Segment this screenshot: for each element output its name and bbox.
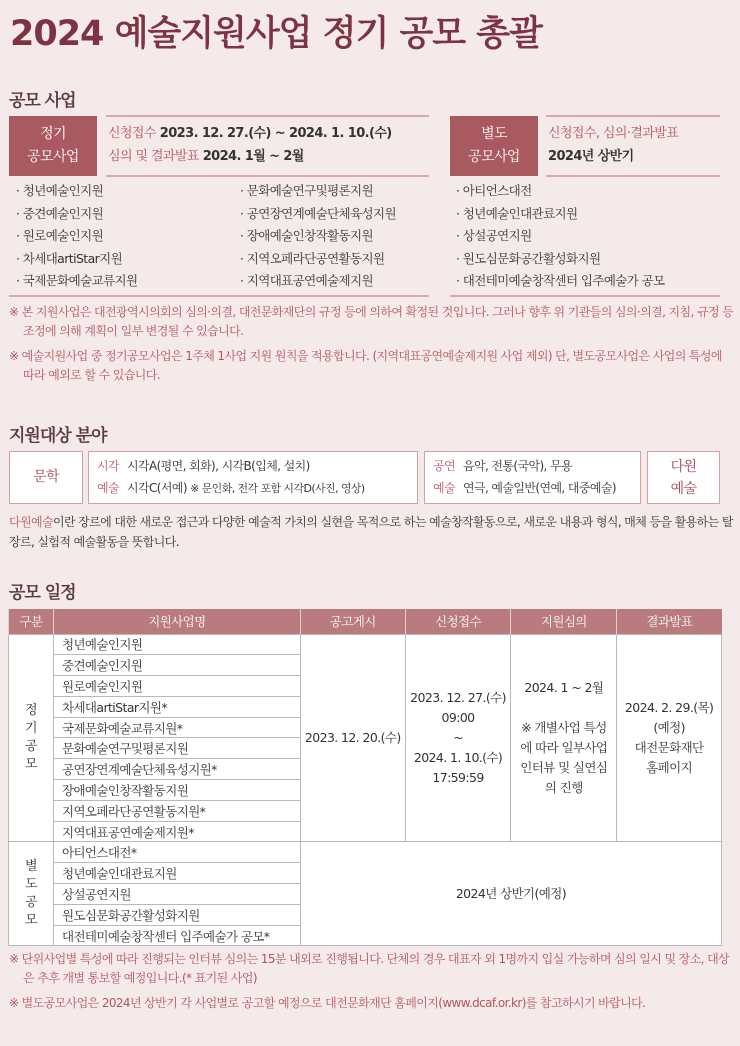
cell-line: 홈페이지 — [646, 759, 693, 775]
label-line: 예술 — [670, 481, 697, 497]
divider — [9, 295, 429, 297]
section-heading-fields: 지원대상 분야 — [9, 426, 107, 446]
field-label: 시각 — [97, 459, 119, 473]
program-name: 국제문화예술교류지원* — [53, 717, 300, 738]
apply-value: 2024년 상반기 — [548, 149, 634, 164]
col-header: 지원심의 — [511, 609, 617, 634]
list-item: · 아티언스대전 — [456, 180, 665, 203]
schedule-notes — [9, 950, 734, 1013]
field-multidisciplinary — [647, 451, 720, 504]
program-name: 지역오페라단공연활동지원* — [53, 800, 300, 821]
section-heading-schedule: 공모 일정 — [9, 583, 76, 603]
label-line: 정기 — [40, 126, 66, 142]
list-item: · 상설공연지원 — [456, 225, 665, 248]
field-label: 공연 — [433, 459, 455, 473]
field-literature: 문학 — [9, 451, 83, 504]
program-name: 장애예술인창작활동지원 — [53, 780, 300, 801]
col-header: 지원사업명 — [53, 609, 300, 634]
list-item: · 장애예술인창작활동지원 — [240, 225, 396, 248]
list-item: · 문화예술연구및평론지원 — [240, 180, 396, 203]
list-item: · 공연장연계예술단체육성지원 — [240, 203, 396, 226]
col-header: 신청접수 — [405, 609, 511, 634]
program-notes — [9, 303, 734, 385]
list-item: · 청년예술인지원 — [16, 180, 138, 203]
apply-value: 2023. 12. 27.(수) ~ 2024. 1. 10.(수) — [159, 126, 392, 141]
apply-period — [405, 634, 511, 842]
regular-program-info — [106, 115, 429, 177]
table-row — [9, 842, 722, 863]
note: ※ 단위사업별 특성에 따라 진행되는 인터뷰 심의는 15분 내외로 진행됩니다. 단체의 경우 대표자 외 1명까지 입실 가능하며 심의 일시 및 장소, 대상은 추후 개별 통보할 예정입니다.(* 표기된 사업) — [9, 952, 730, 985]
separate-program-label — [450, 116, 538, 176]
multidisciplinary-description — [9, 512, 734, 552]
review-value: 2024. 1월 ~ 2월 — [202, 149, 304, 164]
divider — [450, 295, 720, 297]
label-line: 다원 — [670, 459, 697, 475]
field-label: 예술 — [433, 481, 455, 495]
list-item: · 원로예술인지원 — [16, 225, 138, 248]
col-header: 구분 — [9, 609, 54, 634]
label-line: 공모사업 — [468, 149, 520, 165]
table-header-row — [9, 609, 722, 634]
cell-line: ~ — [453, 729, 463, 745]
program-name: 대전테미예술창작센터 입주예술가 공모* — [53, 925, 300, 946]
program-name: 중견예술인지원 — [53, 655, 300, 676]
cell-line: 대전문화재단 — [634, 739, 704, 755]
separate-schedule: 2024년 상반기(예정) — [300, 842, 721, 946]
cell-line: 2024. 1. 10.(수) — [413, 749, 503, 765]
cell-line: 2023. 12. 27.(수) — [410, 689, 506, 705]
separate-list — [456, 180, 665, 293]
regular-list-1 — [16, 180, 138, 293]
program-name: 문화예술연구및평론지원 — [53, 738, 300, 759]
list-item: · 청년예술인대관료지원 — [456, 203, 665, 226]
field-performing-arts — [424, 451, 641, 504]
col-header: 공고게시 — [300, 609, 405, 634]
program-name: 아티언스대전* — [53, 842, 300, 863]
desc-text: 이란 장르에 대한 새로운 접근과 다양한 예술적 가치의 실현을 목적으로 하는 예술창작활동으로, 새로운 내용과 형식, 매체 등을 활용하는 탈 장르, 실험적 예술활동을 뜻합니다. — [9, 515, 733, 549]
list-item: · 국제문화예술교류지원 — [16, 270, 138, 293]
field-text: 연극, 예술일반(연예, 대중예술) — [462, 481, 616, 495]
program-name: 지역대표공연예술제지원* — [53, 821, 300, 842]
label-line: 별도 — [481, 126, 507, 142]
review-label: 심의 및 결과발표 — [108, 149, 199, 164]
cell-note: ※ 개별사업 특성에 따라 일부사업 인터뷰 및 실연심의 진행 — [520, 719, 608, 795]
post-date: 2023. 12. 20.(수) — [300, 634, 405, 842]
field-text: 시각A(평면, 회화), 시각B(입체, 설치) — [126, 459, 310, 473]
field-text: 음악, 전통(국악), 무용 — [462, 459, 572, 473]
program-name: 청년예술인대관료지원 — [53, 863, 300, 884]
field-label: 예술 — [97, 481, 119, 495]
apply-label: 신청접수, 심의·결과발표 — [548, 126, 679, 141]
list-item: · 원도심문화공간활성화지원 — [456, 248, 665, 271]
list-item: · 차세대artiStar지원 — [16, 248, 138, 271]
note: ※ 별도공모사업은 2024년 상반기 각 사업별로 공고할 예정으로 대전문화재단 홈페이지(www.dcaf.or.kr)를 참고하시기 바랍니다. — [9, 996, 646, 1010]
regular-list-2 — [240, 180, 396, 293]
cell-line: (예정) — [653, 719, 685, 735]
section-heading-programs: 공모 사업 — [9, 91, 76, 111]
list-item: · 지역오페라단공연활동지원 — [240, 248, 396, 271]
program-name: 차세대artiStar지원* — [53, 696, 300, 717]
apply-label: 신청접수 — [108, 126, 156, 141]
table-row — [9, 634, 722, 655]
program-name: 공연장연계예술단체육성지원* — [53, 759, 300, 780]
schedule-table — [8, 609, 722, 946]
program-name: 원로예술인지원 — [53, 676, 300, 697]
regular-program-label — [9, 116, 97, 176]
group-separate: 별도공모 — [9, 842, 54, 946]
field-note: ※ 문인화, 전각 포함 시각D(사진, 영상) — [190, 482, 365, 495]
list-item: · 중견예술인지원 — [16, 203, 138, 226]
label-line: 공모사업 — [27, 149, 79, 165]
separate-program-info — [546, 115, 720, 177]
review-period — [511, 634, 617, 842]
result-date — [617, 634, 722, 842]
note: ※ 본 지원사업은 대전광역시의회의 심의·의결, 대전문화재단의 규정 등에 의하여 확정된 것입니다. 그러나 향후 위 기관들의 심의·의결, 지침, 규정 등 조정에 의해 계획이 일부 변경될 수 있습니다. — [9, 305, 734, 338]
field-text: 시각C(서예) — [126, 481, 187, 495]
field-visual-arts — [88, 451, 418, 504]
cell-line: 2024. 2. 29.(목) — [624, 699, 714, 715]
col-header: 결과발표 — [617, 609, 722, 634]
program-name: 청년예술인지원 — [53, 634, 300, 655]
list-item: · 대전테미예술창작센터 입주예술가 공모 — [456, 270, 665, 293]
program-name: 원도심문화공간활성화지원 — [53, 904, 300, 925]
group-regular: 정기공모 — [9, 634, 54, 842]
cell-line: 2024. 1 ~ 2월 — [524, 679, 604, 695]
list-item: · 지역대표공연예술제지원 — [240, 270, 396, 293]
desc-emphasis: 다원예술 — [9, 515, 53, 529]
program-name: 상설공연지원 — [53, 884, 300, 905]
cell-line: 17:59:59 — [432, 769, 484, 785]
note: ※ 예술지원사업 중 정기공모사업은 1주체 1사업 지원 원칙을 적용합니다. (지역대표공연예술제지원 사업 제외) 단, 별도공모사업은 사업의 특성에 따라 예외로 할 수 있습니다. — [9, 349, 722, 382]
page-title: 2024 예술지원사업 정기 공모 총괄 — [10, 14, 542, 54]
cell-line: 09:00 — [441, 709, 475, 725]
